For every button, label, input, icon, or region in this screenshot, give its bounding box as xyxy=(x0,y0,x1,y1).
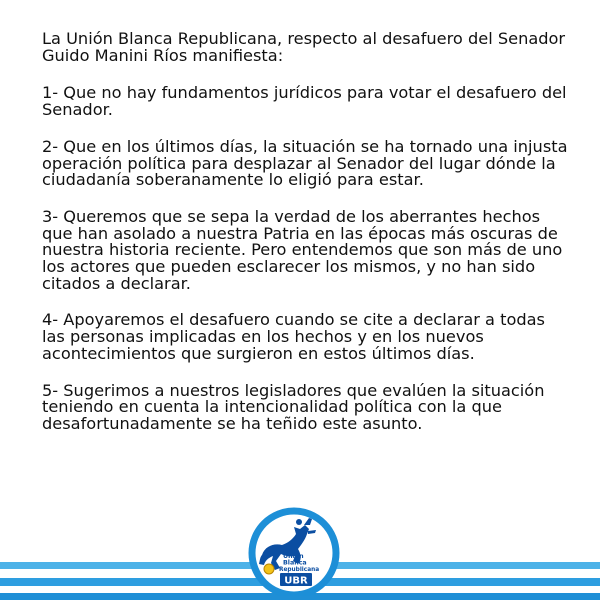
statement-point-2: 2- Que en los últimos días, la situación se ha tornado una injusta operación política para desplazar al Senador del lugar dónde la ciudadanía soberanamente lo eligió para estar. xyxy=(42,136,568,190)
ubr-logo-svg xyxy=(238,506,350,596)
statement-point-3: 3- Queremos que se sepa la verdad de los aberrantes hechos que han asolado a nuestra Patria en las épocas más oscuras de nuestra historia reciente. Pero entendemos que son más de uno los actores que pueden esclarecer los mismos, y no han sido citados a declarar. xyxy=(42,206,563,293)
statement-intro: La Unión Blanca Republicana, respecto al desafuero del Senador Guido Manini Ríos manifiesta: xyxy=(42,29,566,65)
logo-acronym: UBR xyxy=(284,575,308,587)
statement-point-1: 1- Que no hay fundamentos jurídicos para votar el desafuero del Senador. xyxy=(42,83,567,120)
sun-icon xyxy=(264,564,274,574)
logo-name-line-2: Blanca xyxy=(283,559,307,567)
logo-name-line-1: Unión xyxy=(283,553,304,560)
ubr-logo xyxy=(238,506,350,596)
statement-point-4: 4- Apoyaremos el desafuero cuando se cite a declarar a todas las personas implicadas en los hechos y en los nuevos acontecimientos que surgieron en estos últimos días. xyxy=(42,310,545,363)
logo-name-line-3: Republicana xyxy=(279,567,320,573)
statement-text xyxy=(42,31,572,453)
statement-point-5: 5- Sugerimos a nuestros legisladores que evalúen la situación teniendo en cuenta la intencionalidad política con la que desafortunadamente se ha teñido este asunto. xyxy=(42,380,545,433)
